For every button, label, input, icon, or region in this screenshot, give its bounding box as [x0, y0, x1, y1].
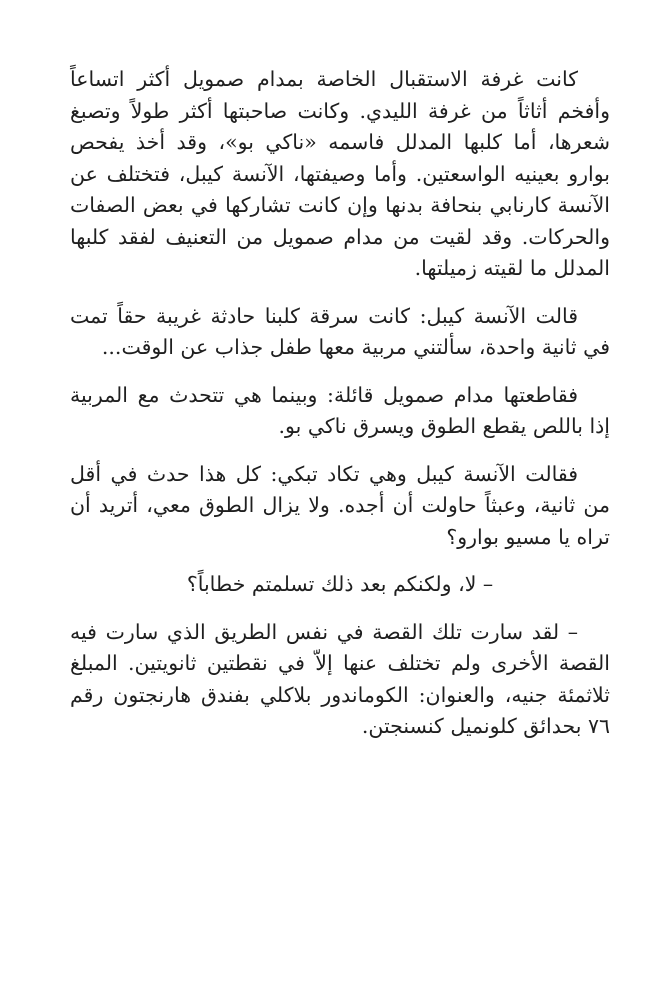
paragraph-letter-question: – لا، ولكنكم بعد ذلك تسلمتم خطاباً؟ — [186, 572, 494, 596]
paragraph-collar: فقالت الآنسة كيبل وهي تكاد تبكي: كل هذا حدث في أقل من ثانية، وعبثاً حاولت أن أجده. ولا يزال الطوق معي، أتريد أن تراه يا مسيو بوارو؟ — [70, 461, 610, 549]
paragraph-miss-keble: قالت الآنسة كيبل: كانت سرقة كلبنا حادثة غريبة حقاً تمت في ثانية واحدة، سألتني مربية معها طفل جذاب عن الوقت... — [70, 303, 610, 359]
paragraph-reception-room: كانت غرفة الاستقبال الخاصة بمدام صمويل أكثر اتساعاً وأفخم أثاثاً من غرفة الليدي. وكانت صاحبتها أكثر طولاً وتصبغ شعرها، أما كلبها المدلل فاسمه «ناكي بو»، وقد أخذ يفحص بوارو بعينيه الواسعتين. وأما وصيفتها، الآنسة كيبل، فتختلف عن الآنسة كارنابي بنحافة بدنها وإن كانت تشاركها في بعض الصفات والحركات. وقد لقيت من مدام صمويل من التعنيف لفقد كلبها المدلل ما لقيته زميلتها. — [70, 67, 610, 280]
paragraph-letter-answer: – لقد سارت تلك القصة في نفس الطريق الذي سارت فيه القصة الأخرى ولم تختلف عنها إلاّ في نقطتين ثانويتين. المبلغ ثلاثمئة جنيه، والعنوان: الكوماندور بلاكلي بفندق هارنجتون رقم ٧٦ بحدائق كلونميل كنسنجتن. — [70, 619, 610, 738]
paragraph-mrs-samuel-interrupts: فقاطعتها مدام صمويل قائلة: وبينما هي تتحدث مع المربية إذا باللص يقطع الطوق ويسرق ناكي بو. — [70, 382, 610, 438]
book-page — [70, 64, 610, 759]
